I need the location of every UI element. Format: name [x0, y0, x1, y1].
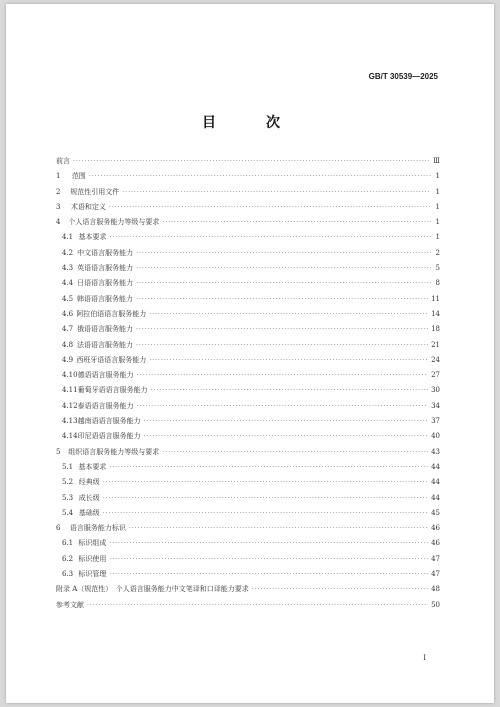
toc-entry-page: 48 — [431, 585, 440, 594]
standard-code: GB/T 30539—2025 — [368, 72, 438, 81]
toc-leader-dots — [109, 540, 428, 547]
toc-leader-dots — [151, 387, 428, 394]
toc-leader-dots — [109, 556, 428, 563]
toc-leader-dots — [162, 449, 428, 456]
toc-entry-number: 5 — [56, 447, 61, 456]
toc-entry[interactable] — [56, 416, 440, 431]
toc-entry-label: 术语和定义 — [70, 202, 106, 211]
toc-entry[interactable] — [56, 493, 440, 508]
toc-entry-number: 4.3 — [62, 264, 74, 273]
toc-entry-number: 3 — [56, 202, 61, 211]
toc-entry-number: 4.9 — [62, 355, 74, 364]
toc-entry-page: 1 — [435, 187, 440, 196]
toc-entry-page: 47 — [431, 570, 440, 579]
toc-entry-page: 11 — [431, 294, 440, 303]
toc-leader-dots — [136, 342, 428, 349]
toc-entry-number: 4.1 — [62, 233, 74, 242]
toc-entry-page: 40 — [431, 432, 440, 441]
toc-leader-dots — [136, 265, 431, 272]
toc-entry-number: 5.3 — [62, 493, 74, 502]
toc-entry[interactable] — [56, 385, 440, 400]
toc-leader-dots — [89, 173, 431, 180]
toc-entry-label: 西班牙语语言服务能力 — [76, 355, 147, 364]
toc-entry-number: 5.1 — [62, 462, 74, 471]
toc-entry-label: 成长级 — [78, 493, 100, 502]
document-page — [6, 4, 494, 703]
toc-entry-label: 个人语言服务能力等级与要求 — [68, 218, 160, 227]
toc-entry-page: 44 — [431, 493, 440, 502]
toc-leader-dots — [137, 403, 428, 410]
toc-entry-label: 语言服务能力标识 — [69, 524, 126, 533]
toc-entry[interactable] — [56, 263, 440, 278]
toc-entry-page: 8 — [435, 279, 440, 288]
toc-entry-number: 4.13 — [62, 417, 78, 426]
toc-leader-dots — [136, 250, 431, 257]
toc-entry-label: 泰语语言服务能力 — [77, 401, 134, 410]
toc-entry[interactable] — [56, 523, 440, 538]
toc-entry[interactable] — [56, 554, 440, 569]
toc-entry-label: 阿拉伯语语言服务能力 — [76, 309, 147, 318]
toc-entry[interactable] — [56, 600, 440, 615]
toc-leader-dots — [136, 296, 428, 303]
toc-entry[interactable] — [56, 309, 440, 324]
toc-entry-number: 4 — [56, 218, 61, 227]
toc-entry[interactable] — [56, 462, 440, 477]
toc-leader-dots — [137, 372, 428, 379]
toc-entry-number: 5.4 — [62, 508, 74, 517]
toc-leader-dots — [162, 219, 431, 226]
toc-entry-label: 基本要求 — [78, 233, 107, 242]
toc-entry-number: 6.1 — [62, 539, 74, 548]
toc-entry-label: 韩语语言服务能力 — [77, 294, 133, 303]
toc-leader-dots — [144, 433, 428, 440]
toc-entry-page: 5 — [435, 264, 440, 273]
toc-entry[interactable] — [56, 508, 440, 523]
toc-leader-dots — [103, 479, 428, 486]
toc-entry-page: 43 — [431, 447, 440, 456]
toc-entry[interactable] — [56, 477, 440, 492]
toc-entry-page: 2 — [435, 248, 440, 257]
toc-entry-page: 21 — [431, 340, 440, 349]
toc-entry[interactable] — [56, 294, 440, 309]
toc-leader-dots — [109, 571, 428, 578]
toc-entry[interactable] — [56, 324, 440, 339]
toc-entry-page: 1 — [435, 218, 440, 227]
table-of-contents — [56, 156, 440, 615]
toc-entry-label: 经典级 — [78, 478, 100, 487]
toc-entry-label: 附录 A（规范性） 个人语言服务能力中文笔译和口译能力要求 — [56, 585, 249, 594]
toc-entry[interactable] — [56, 355, 440, 370]
toc-entry-number: 4.6 — [62, 309, 74, 318]
toc-leader-dots — [122, 189, 431, 196]
toc-entry-page: 14 — [431, 309, 440, 318]
toc-entry-label: 标识管理 — [78, 570, 107, 579]
toc-leader-dots — [73, 158, 430, 165]
toc-leader-dots — [149, 357, 428, 364]
toc-entry-page: 44 — [431, 462, 440, 471]
toc-leader-dots — [149, 311, 428, 318]
toc-entry[interactable] — [56, 538, 440, 553]
toc-entry[interactable] — [56, 569, 440, 584]
toc-entry-label: 规范性引用文件 — [70, 187, 120, 196]
toc-entry-label: 前言 — [56, 157, 70, 165]
toc-entry-number: 5.2 — [62, 478, 74, 487]
toc-entry[interactable] — [56, 202, 440, 217]
toc-entry-number: 2 — [56, 187, 61, 196]
toc-entry-number: 4.4 — [62, 279, 74, 288]
toc-entry-number: 4.12 — [62, 401, 78, 410]
toc-entry[interactable] — [56, 340, 440, 355]
toc-leader-dots — [252, 586, 428, 593]
toc-title: 目 次 — [202, 115, 298, 131]
toc-entry-number: 4.11 — [62, 386, 78, 395]
toc-entry-label: 俄语语言服务能力 — [77, 325, 133, 334]
toc-entry[interactable] — [56, 278, 440, 293]
toc-entry-page: 47 — [431, 554, 440, 563]
toc-leader-dots — [103, 495, 428, 502]
toc-entry-number: 4.2 — [62, 248, 74, 257]
page-number: I — [423, 654, 426, 662]
toc-leader-dots — [103, 510, 428, 517]
toc-entry-number: 4.8 — [62, 340, 74, 349]
toc-entry-page: Ⅲ — [433, 157, 440, 165]
toc-entry[interactable] — [56, 156, 440, 171]
toc-entry[interactable] — [56, 584, 440, 599]
toc-entry[interactable] — [56, 248, 440, 263]
toc-entry-number: 4.5 — [62, 294, 74, 303]
toc-entry-page: 1 — [435, 202, 440, 211]
toc-entry-label: 葡萄牙语语言服务能力 — [77, 386, 148, 395]
toc-entry-page: 46 — [431, 539, 440, 548]
toc-entry-label: 标识组成 — [78, 539, 107, 548]
toc-entry[interactable] — [56, 431, 440, 446]
toc-entry-label: 组织语言服务能力等级与要求 — [68, 447, 160, 456]
toc-entry-label: 英语语言服务能力 — [77, 264, 134, 273]
toc-entry[interactable] — [56, 370, 440, 385]
toc-entry-page: 50 — [431, 600, 440, 609]
toc-entry-label: 基本要求 — [78, 462, 107, 471]
toc-entry-number: 6.3 — [62, 570, 74, 579]
toc-entry[interactable] — [56, 232, 440, 247]
toc-leader-dots — [136, 280, 431, 287]
toc-entry-label: 越南语语言服务能力 — [77, 417, 141, 426]
toc-entry-label: 参考文献 — [56, 600, 84, 609]
toc-entry-page: 45 — [431, 508, 440, 517]
toc-entry[interactable] — [56, 187, 440, 202]
toc-entry-page: 34 — [431, 401, 440, 410]
toc-entry[interactable] — [56, 217, 440, 232]
toc-leader-dots — [87, 602, 428, 609]
toc-entry-page: 24 — [431, 355, 440, 364]
toc-entry[interactable] — [56, 171, 440, 186]
toc-entry-page: 1 — [435, 233, 440, 242]
toc-entry-label: 标识使用 — [78, 554, 107, 563]
toc-entry-number: 1 — [56, 172, 61, 181]
toc-entry[interactable] — [56, 401, 440, 416]
toc-leader-dots — [136, 326, 428, 333]
toc-entry-label: 范围 — [71, 172, 86, 181]
toc-entry-number: 4.14 — [62, 432, 78, 441]
toc-entry-page: 18 — [431, 325, 440, 334]
toc-entry-page: 44 — [431, 478, 440, 487]
toc-leader-dots — [109, 204, 431, 211]
toc-entry-page: 27 — [431, 371, 440, 380]
toc-entry-number: 6.2 — [62, 554, 74, 563]
toc-entry[interactable] — [56, 447, 440, 462]
toc-entry-label: 中文语言服务能力 — [77, 248, 134, 257]
toc-entry-number: 4.10 — [62, 371, 78, 380]
toc-entry-page: 30 — [431, 386, 440, 395]
toc-entry-label: 德语语言服务能力 — [77, 371, 134, 380]
toc-leader-dots — [144, 418, 428, 425]
toc-leader-dots — [110, 234, 432, 241]
toc-leader-dots — [109, 464, 428, 471]
toc-leader-dots — [129, 525, 428, 532]
toc-entry-label: 印尼语语言服务能力 — [77, 432, 141, 441]
toc-entry-page: 46 — [431, 524, 440, 533]
toc-entry-number: 6 — [56, 524, 61, 533]
toc-entry-page: 1 — [435, 172, 440, 181]
toc-entry-number: 4.7 — [62, 325, 74, 334]
toc-entry-label: 日语语言服务能力 — [77, 279, 134, 288]
toc-entry-label: 法语语言服务能力 — [77, 340, 133, 349]
toc-entry-page: 37 — [431, 417, 440, 426]
toc-entry-label: 基础级 — [78, 508, 100, 517]
